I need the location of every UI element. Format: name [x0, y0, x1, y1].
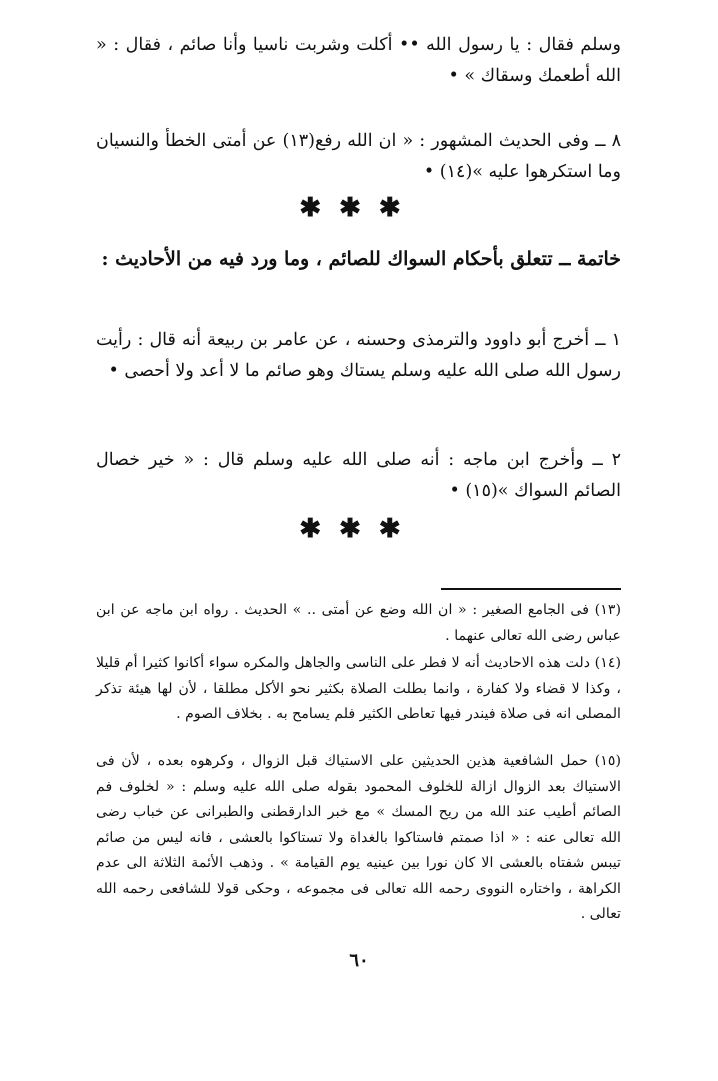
footnote-14: (١٤) دلت هذه الاحاديث أنه لا فطر على الناسى والجاهل والمكره سواء أكانوا كثيرا أم قليلا ، وكذا لا قضاء ولا كفارة ، وانما بطلت الصلاة بكثير نحو الأكل مطلقا ، لأن لها هيئة تذكر المصلى انه فى صلاة فيندر فيها تعاطى الكثير فلم يسامح به . بخلاف الصوم .	[96, 655, 621, 722]
section-divider-stars: ✱✱✱	[299, 514, 419, 544]
footnote-15: (١٥) حمل الشافعية هذين الحديثين على الاستياك قبل الزوال ، وكرهوه بعده ، لأن فى الاستياك بعد الزوال ازالة للخلوف المحمود بقوله صلى الله عليه وسلم : « لخلوف فم الصائم أطيب عند الله من ريح المسك » مع خبر الدارقطنى والطبرانى عن خباب رضى الله تعالى عنه : « اذا صمتم فاستاكوا بالغداة ولا تستاكوا بالعشى ، فانه ليس من صائم تيبس شفتاه بالعشى الا كان نورا بين عينيه يوم القيامة » . وذهب الأئمة الثلاثة الى عدم الكراهة ، واختاره النووى رحمه الله تعالى فى مجموعه ، وحكى قولا للشافعى رحمه الله تعالى .	[96, 753, 621, 922]
paragraph-8: ٨ ــ وفى الحديث المشهور : « ان الله رفع(١٣) عن أمتى الخطأ والنسيان وما استكرهوا عليه »(١٤) •	[96, 131, 622, 182]
page-number: ٦٠	[349, 950, 369, 971]
footnote-13: (١٣) فى الجامع الصغير : « ان الله وضع عن أمتى .. » الحديث . رواه ابن ماجه عن ابن عباس رضى الله تعالى عنهما .	[96, 602, 621, 644]
footnote-separator	[441, 588, 621, 590]
paragraph-2: ٢ ــ وأخرج ابن ماجه : أنه صلى الله عليه وسلم قال : « خير خصال الصائم السواك »(١٥) •	[96, 450, 621, 501]
paragraph-1: ١ ــ أخرج أبو داوود والترمذى وحسنه ، عن عامر بن ربيعة أنه قال : رأيت رسول الله صلى الله عليه وسلم يستاك وهو صائم ما لا أعد ولا أحصى •	[96, 330, 621, 381]
paragraph-continued: وسلم فقال : يا رسول الله •• أكلت وشربت ناسيا وأنا صائم ، فقال : « الله أطعمك وسقاك » •	[96, 35, 621, 86]
section-heading: خاتمة ــ تتعلق بأحكام السواك للصائم ، وما ورد فيه من الأحاديث :	[101, 248, 621, 270]
section-divider-stars: ✱✱✱	[299, 193, 419, 223]
